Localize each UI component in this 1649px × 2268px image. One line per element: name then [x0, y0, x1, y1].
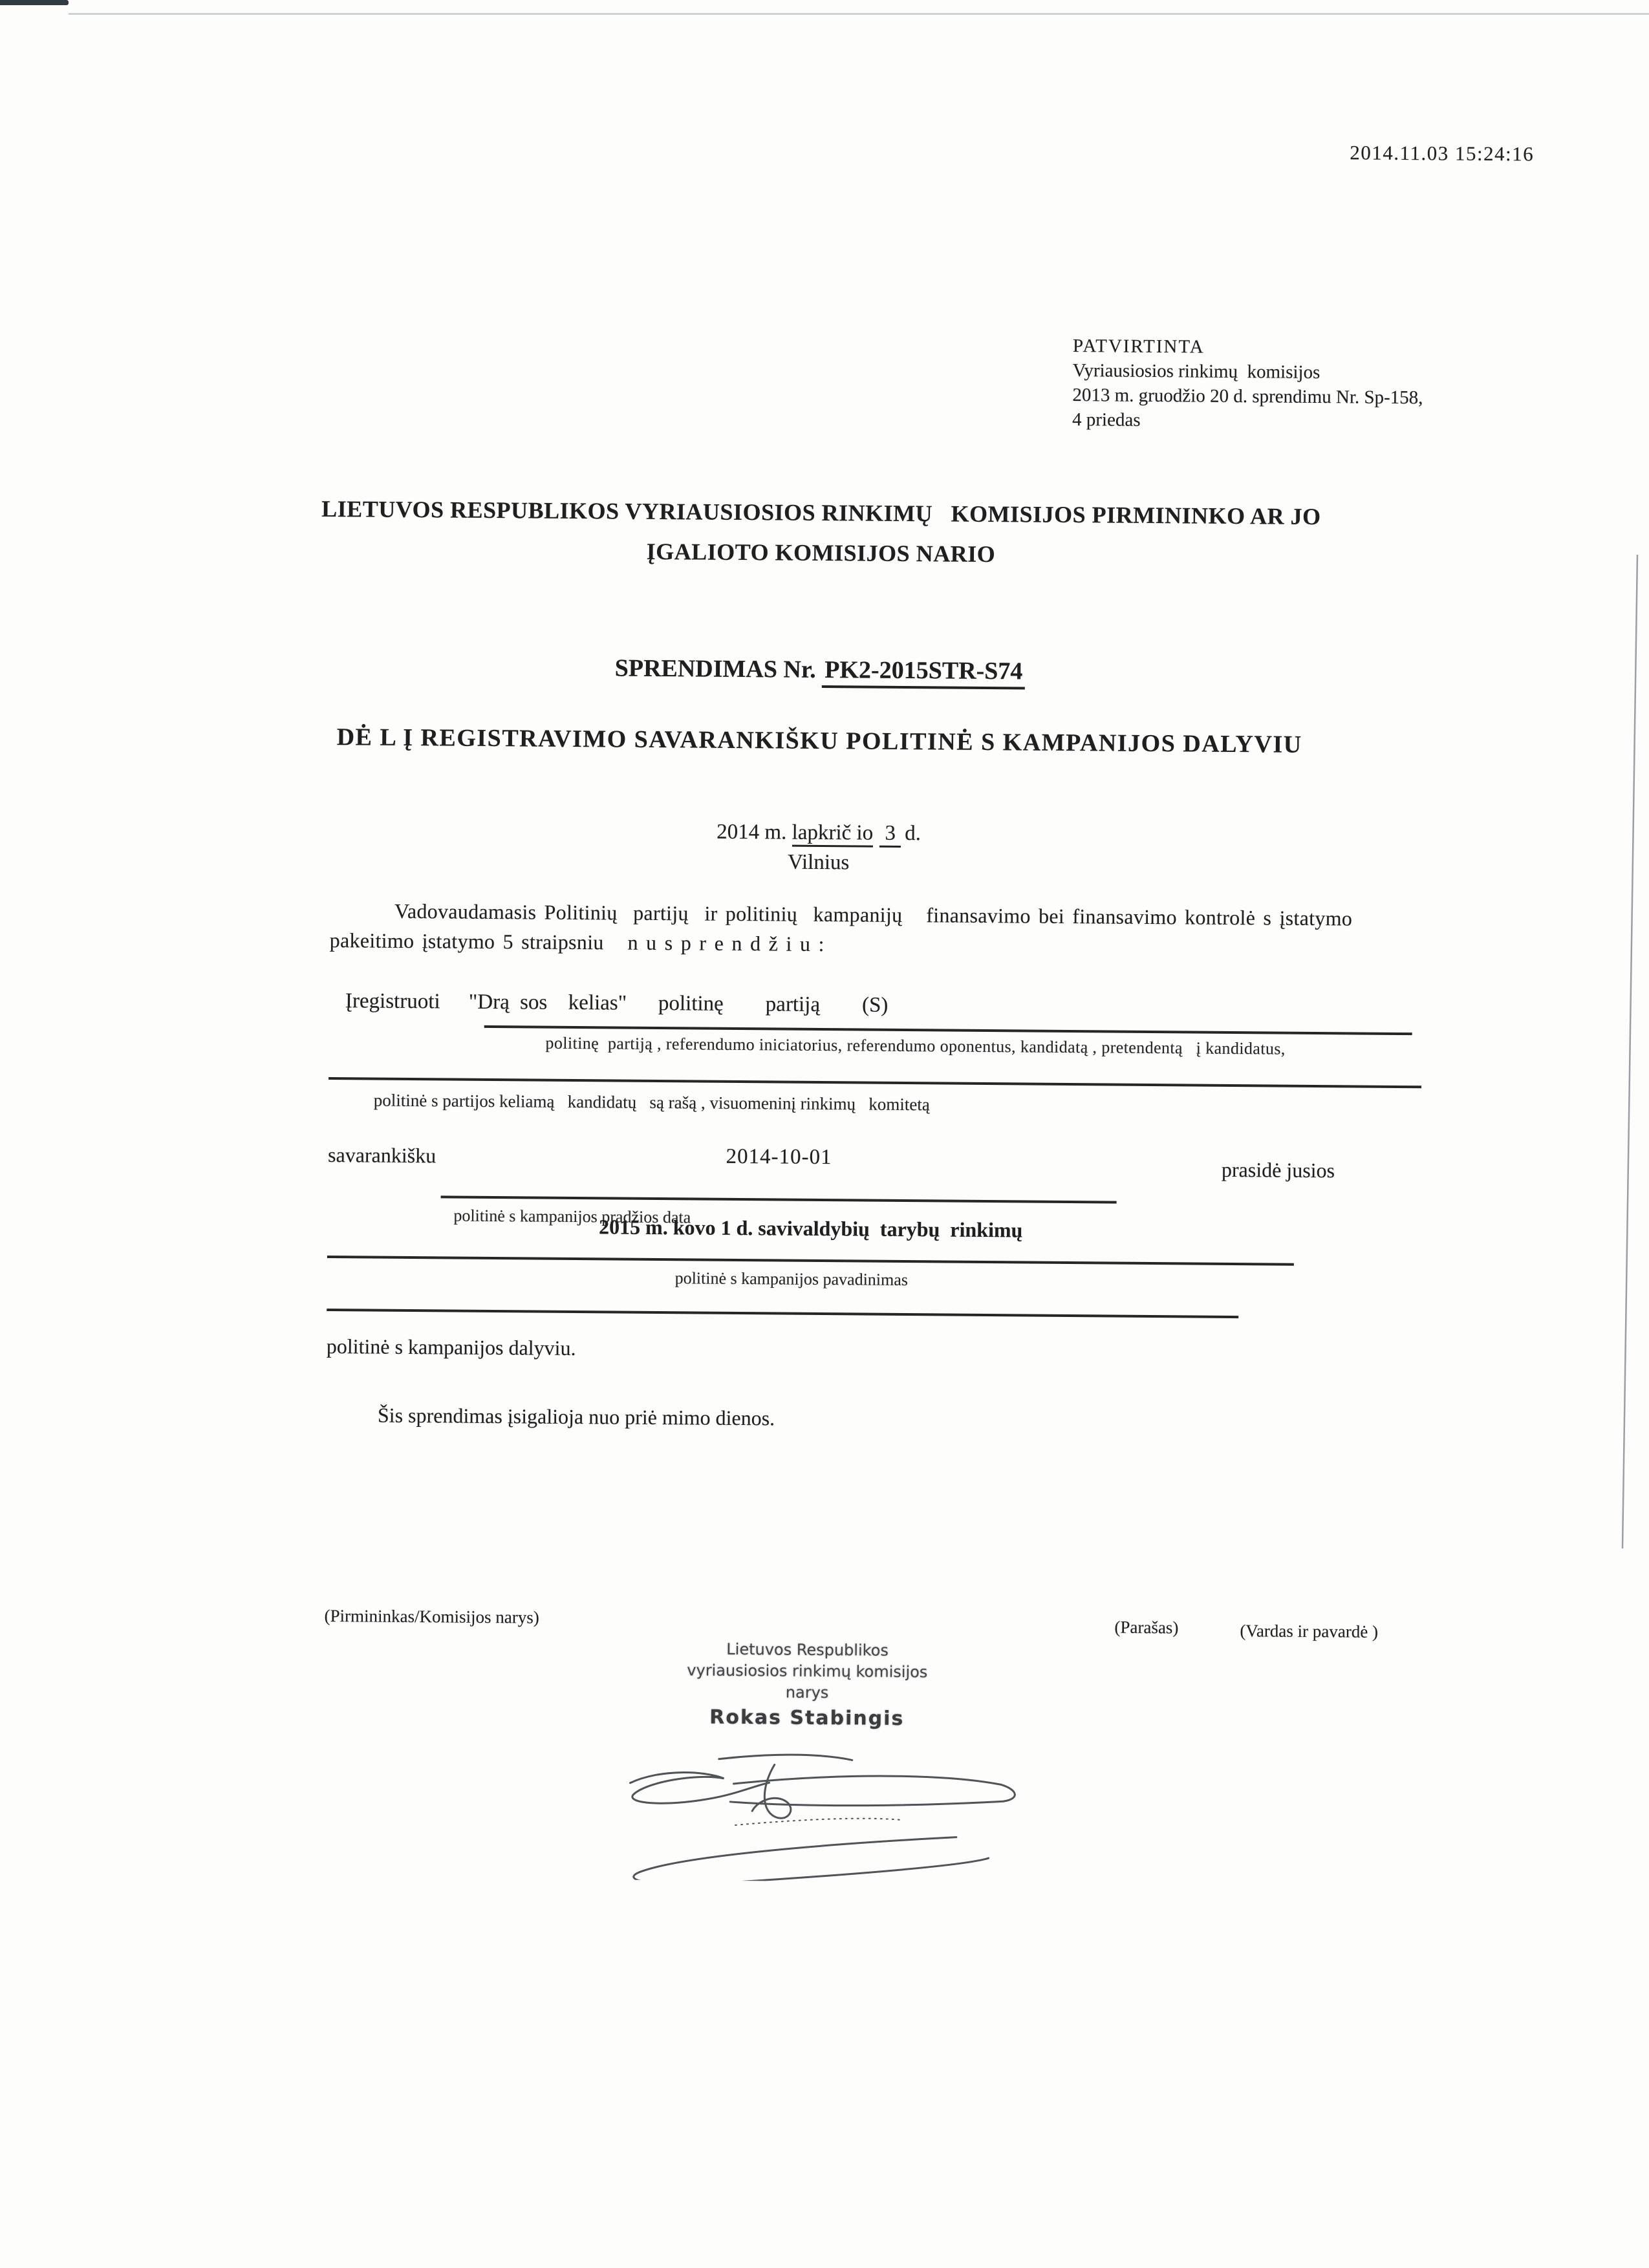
decision-subject: DĖ L Į REGISTRAVIMO SAVARANKIŠKU POLITINĖ S KAMPANIJOS DALYVIU [336, 723, 1302, 758]
effect-sentence: Šis sprendimas įsigalioja nuo priė mimo dienos. [377, 1403, 775, 1430]
register-line [345, 989, 889, 1018]
approval-block [1072, 334, 1423, 434]
approval-line-3: 2013 m. gruodžio 20 d. sprendimu Nr. Sp-158, [1072, 385, 1423, 409]
institution-title [0, 486, 1646, 579]
commission-member-stamp [630, 1638, 984, 1730]
date-prefix: 2014 m. [717, 820, 792, 844]
start-caption: politinė s kampanijos pradžios data [453, 1206, 691, 1227]
date-month: lapkrič io [792, 821, 873, 848]
approval-line-1: PATVIRTINTA [1072, 336, 1205, 358]
stamp-line-3: narys [785, 1683, 829, 1702]
register-value: "Drą sos kelias" politinę partiją (S) [468, 990, 889, 1017]
register-caption-2: politinė s partijos keliamą kandidatų są rašą , visuomeninį rinkimų komitetą [373, 1090, 930, 1115]
date-suffix: d. [905, 822, 921, 846]
register-caption: politinę partiją , referendumo iniciatorius, referendumo oponentus, kandidatą , pretendentą į kandidatus, [545, 1033, 1286, 1058]
date-day: 3 [879, 822, 901, 848]
scan-timestamp: 2014.11.03 15:24:16 [1350, 141, 1535, 166]
body-paragraph-line-2: pakeitimo įstatymo 5 straipsniu n u s p r e n d ž i u : [329, 928, 824, 956]
start-prefix: savarankišku [327, 1143, 436, 1168]
stamp-line-2: vyriausiosios rinkimų komisijos [687, 1661, 928, 1682]
decision-label: SPRENDIMAS Nr. [614, 654, 823, 683]
body-paragraph-line-1: Vadovaudamasis Politinių partijų ir politinių kampanijų finansavimo bei finansavimo kontrolė s įstatymo [394, 899, 1353, 930]
decision-number-line [0, 649, 1644, 690]
institution-title-line-1: LIETUVOS RESPUBLIKOS VYRIAUSIOSIOS RINKIMŲ KOMISIJOS PIRMININKO AR JO [321, 495, 1321, 530]
signature-left-label: (Pirmininkas/Komisijos narys) [324, 1605, 539, 1627]
approval-line-4: 4 priedas [1072, 409, 1141, 431]
signature-middle-label: (Parašas) [1114, 1617, 1179, 1638]
campaign-underline [327, 1256, 1294, 1266]
city: Vilnius [787, 850, 850, 875]
approval-line-2: Vyriausiosios rinkimų komisijos [1072, 360, 1320, 383]
stamp-member-name: Rokas Stabingis [709, 1706, 905, 1731]
decision-number: PK2-2015STR-S74 [822, 656, 1026, 689]
register-underline-2 [329, 1077, 1421, 1088]
start-underline [441, 1195, 1117, 1203]
stamp-line-1: Lietuvos Respublikos [726, 1640, 889, 1660]
start-value: 2014-10-01 [726, 1144, 832, 1170]
signature-right-label: (Vardas ir pavardė ) [1240, 1621, 1379, 1642]
institution-title-line-2: ĮGALIOTO KOMISIJOS NARIO [646, 538, 996, 568]
empty-field-rule [327, 1309, 1238, 1318]
start-suffix: prasidė jusios [1221, 1157, 1335, 1182]
campaign-value: 2015 m. kovo 1 d. savivaldybių tarybų rinkimų [598, 1215, 1023, 1242]
register-action: Įregistruoti [345, 989, 440, 1014]
campaign-caption: politinė s kampanijos pavadinimas [674, 1268, 909, 1290]
handwritten-signature [568, 1744, 1022, 1883]
closing-phrase: politinė s kampanijos dalyviu. [326, 1334, 576, 1360]
